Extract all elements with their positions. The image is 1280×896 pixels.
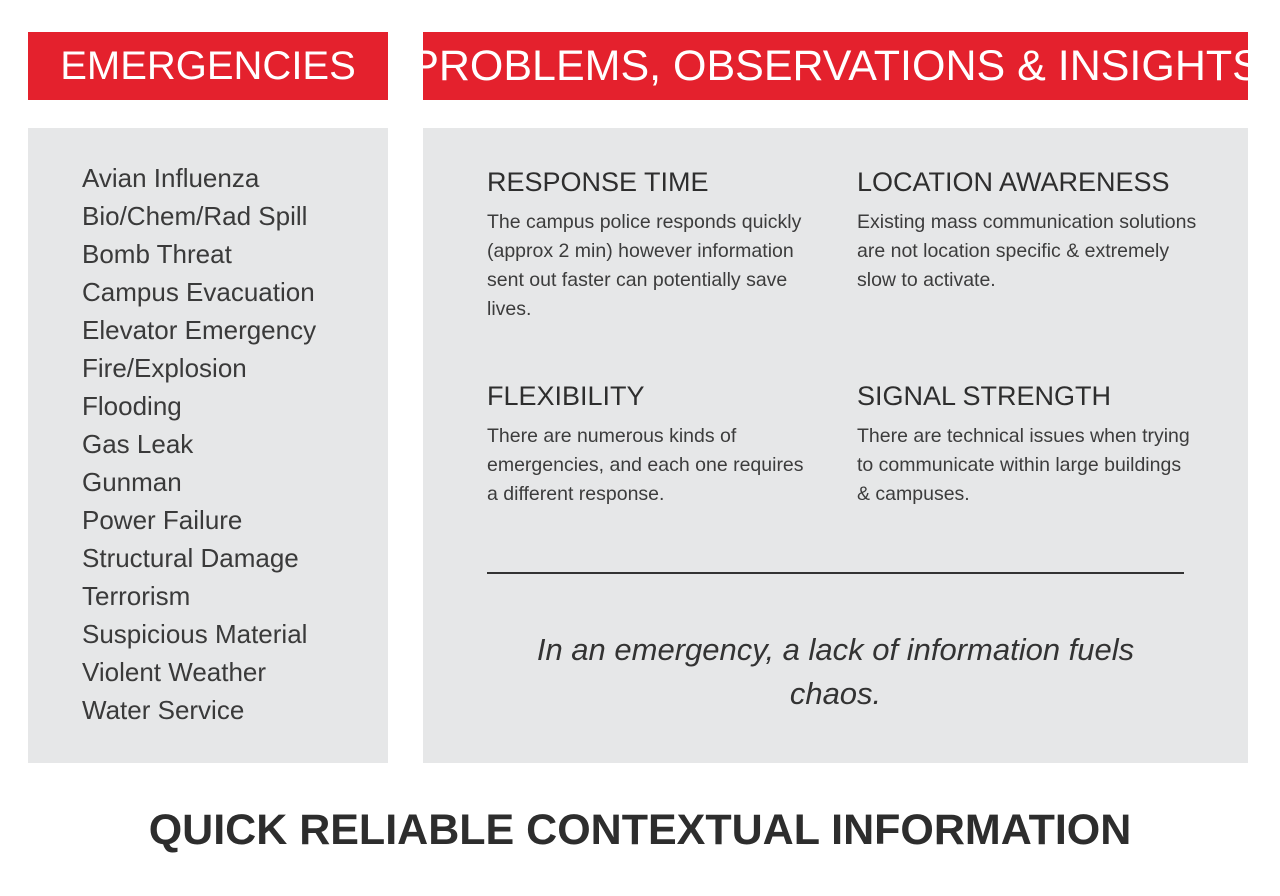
divider	[487, 572, 1184, 574]
emergencies-title-banner	[28, 32, 388, 100]
insight-heading: RESPONSE TIME	[487, 167, 709, 197]
insight-heading: FLEXIBILITY	[487, 381, 645, 411]
insights-panel	[423, 128, 1248, 763]
insight-heading: LOCATION AWARENESS	[857, 167, 1170, 197]
emergencies-title: EMERGENCIES	[60, 43, 356, 88]
list-item: Suspicious Material	[82, 619, 308, 649]
insight-signal-strength	[857, 378, 1197, 509]
list-item: Violent Weather	[82, 657, 267, 687]
insights-title: PROBLEMS, OBSERVATIONS & INSIGHTS	[410, 41, 1261, 90]
list-item: Structural Damage	[82, 543, 299, 573]
insight-body: Existing mass communication solutions are not location specific & extremely slow to activate.	[857, 211, 1197, 291]
tagline: QUICK RELIABLE CONTEXTUAL INFORMATION	[148, 806, 1132, 854]
list-item: Bio/Chem/Rad Spill	[82, 201, 308, 231]
list-item: Water Service	[82, 695, 245, 725]
insight-body: There are technical issues when trying to communicate within large buildings & campuses.	[857, 425, 1190, 505]
insight-location-awareness	[857, 164, 1197, 295]
list-item: Flooding	[82, 391, 182, 421]
insight-body: The campus police responds quickly (approx 2 min) however information sent out faster can potentially save lives.	[487, 211, 802, 320]
insights-title-banner	[410, 32, 1261, 100]
insight-body: There are numerous kinds of emergencies, and each one requires a different response.	[487, 425, 804, 505]
list-item: Fire/Explosion	[82, 353, 247, 383]
emergencies-panel	[28, 128, 388, 763]
list-item: Elevator Emergency	[82, 315, 317, 345]
list-item: Bomb Threat	[82, 239, 232, 269]
insight-response-time	[487, 164, 807, 324]
list-item: Gunman	[82, 467, 182, 497]
list-item: Power Failure	[82, 505, 243, 535]
insight-heading: SIGNAL STRENGTH	[857, 381, 1112, 411]
quote: In an emergency, a lack of information fuels chaos.	[536, 632, 1135, 711]
list-item: Campus Evacuation	[82, 277, 315, 307]
list-item: Avian Influenza	[82, 163, 260, 193]
list-item: Gas Leak	[82, 429, 194, 459]
insight-flexibility	[487, 378, 807, 509]
emergencies-list	[82, 159, 316, 729]
list-item: Terrorism	[82, 581, 191, 611]
